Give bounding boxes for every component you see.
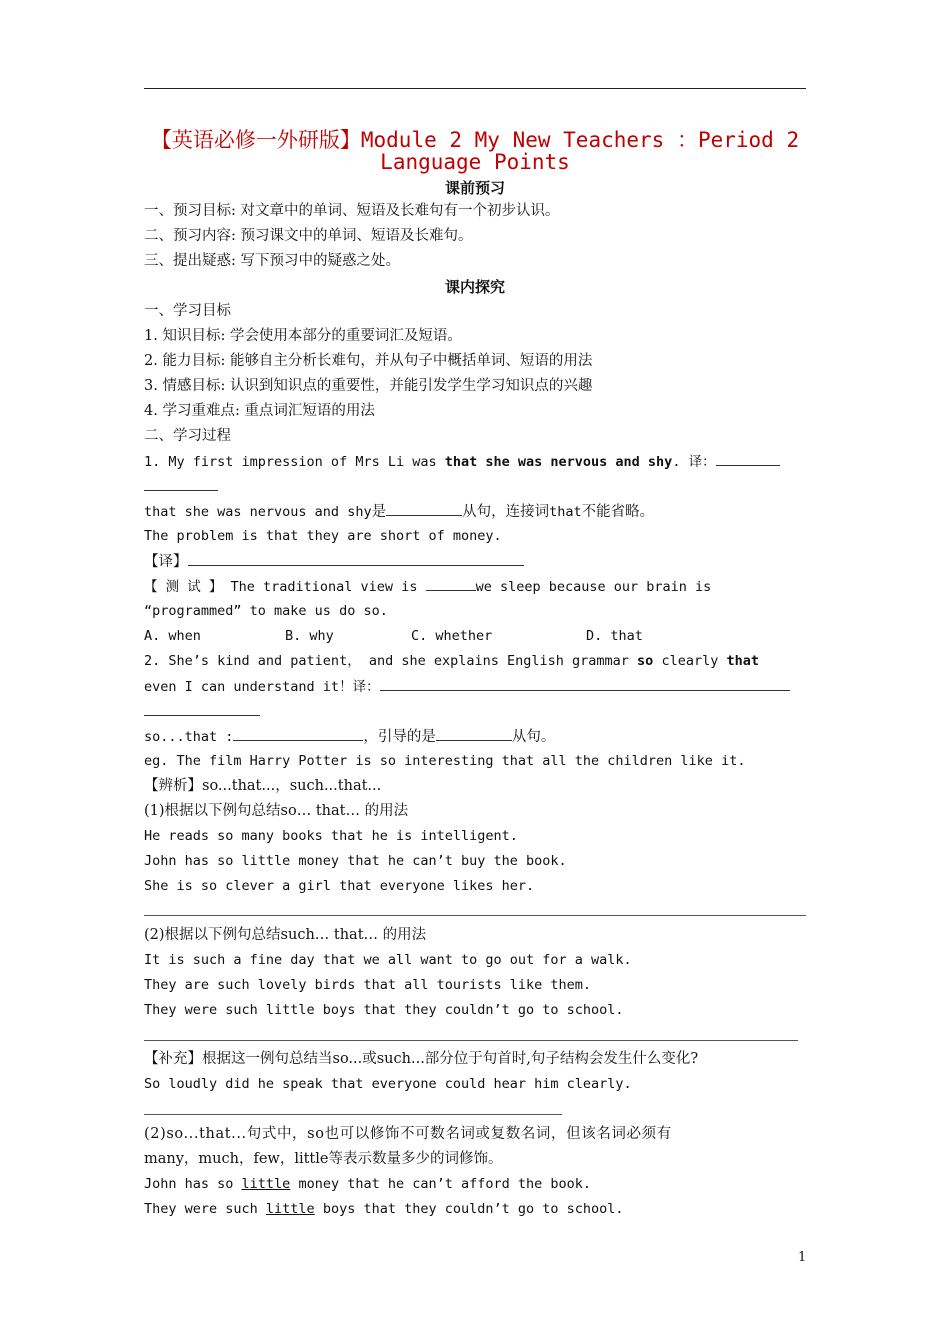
section-preview-heading: 课前预习 (444, 179, 505, 197)
clause-note-end: 不能省略。 (581, 504, 655, 520)
section-class-heading: 课内探究 (444, 278, 505, 296)
so-that-example-2: John has so little money that he can’t buy the book. (144, 853, 567, 869)
preview-content: 二、预习内容: 预习课文中的单词、短语及长难句。 (144, 228, 473, 244)
doc-title-line2: Language Points (380, 150, 570, 174)
clause-phrase: that she was nervous and shy (144, 504, 372, 520)
test-question-cont: “programmed” to make us do so. (144, 603, 388, 619)
sentence-2-end: even I can understand it！译： (144, 679, 380, 695)
translate-blank[interactable] (716, 451, 780, 466)
so-that-lead: ，引导的是 (363, 729, 436, 745)
note-2-example-1 (144, 1174, 591, 1194)
test-question-end: we sleep because our brain is (475, 579, 712, 595)
translate-line (144, 551, 524, 572)
clause-type-blank[interactable] (386, 501, 462, 516)
goal-ability: 2. 能力目标: 能够自主分析长难句，并从句子中概括单词、短语的用法 (144, 353, 593, 369)
translate-label: 【译】 (144, 554, 188, 570)
test-question (144, 576, 711, 597)
goals-heading: 一、学习目标 (144, 303, 231, 319)
so-that-note (144, 726, 555, 747)
header-rule (144, 88, 806, 89)
so-that-clause-blank[interactable] (436, 726, 512, 741)
so-that-label: so...that : (144, 729, 234, 745)
test-options (144, 626, 643, 646)
sentence-2-so: so (637, 653, 654, 669)
option-d[interactable]: D. that (586, 628, 643, 644)
sentence-2-translate-blank-cont[interactable] (144, 701, 260, 716)
such-that-example-2: They are such lovely birds that all tourists like them. (144, 977, 592, 993)
note-2-line2: many，much，few，little等表示数量多少的词修饰。 (144, 1151, 503, 1167)
answer-line-3[interactable] (144, 1114, 562, 1115)
sentence-1-translate-label: . 译： (672, 454, 716, 470)
so-that-example-1: He reads so many books that he is intelligent. (144, 828, 518, 844)
clause-conj: that (549, 504, 582, 520)
clause-note (144, 501, 654, 522)
blank-continue (144, 476, 218, 497)
doc-title-line1: 【英语必修一外研版】Module 2 My New Teachers ：Period 2 (150, 128, 800, 152)
test-blank[interactable] (426, 576, 476, 591)
note-2-example-2 (144, 1199, 624, 1219)
such-that-example-1: It is such a fine day that we all want to go out for a walk. (144, 952, 632, 968)
supplement-example: So loudly did he speak that everyone could hear him clearly. (144, 1076, 632, 1092)
preview-questions: 三、提出疑惑: 写下预习中的疑惑之处。 (144, 253, 400, 269)
example-harry-potter: eg. The film Harry Potter is so interesting that all the children like it. (144, 753, 746, 769)
clause-conj-label: 从句，连接词 (462, 504, 550, 520)
process-heading: 二、学习过程 (144, 428, 231, 444)
note-2-example-1-start: John has so (144, 1176, 242, 1192)
note-2-example-2-start: They were such (144, 1201, 266, 1217)
such-that-usage-heading: (2)根据以下例句总结such… that… 的用法 (144, 927, 427, 943)
example-problem: The problem is that they are short of money. (144, 528, 502, 544)
clause-is: 是 (371, 504, 387, 520)
such-that-example-3: They were such little boys that they couldn’t go to school. (144, 1002, 624, 1018)
answer-line-2[interactable] (144, 1040, 798, 1041)
option-b[interactable]: B. why (285, 628, 334, 644)
compare-heading: 【辨析】so...that...，such...that... (144, 778, 382, 794)
note-2-example-1-end: money that he can’t afford the book. (290, 1176, 592, 1192)
sentence-1-start: 1. My first impression of Mrs Li was (144, 454, 445, 470)
so-that-example-3: She is so clever a girl that everyone likes her. (144, 878, 535, 894)
preview-goal: 一、预习目标: 对文章中的单词、短语及长难句有一个初步认识。 (144, 203, 560, 219)
goal-key-points: 4. 学习重难点: 重点词汇短语的用法 (144, 403, 375, 419)
option-a[interactable]: A. when (144, 628, 201, 644)
sentence-2-cont (144, 676, 790, 697)
option-c[interactable]: C. whether (411, 628, 493, 644)
goal-knowledge: 1. 知识目标: 学会使用本部分的重要词汇及短语。 (144, 328, 462, 344)
answer-line-1[interactable] (144, 915, 806, 916)
note-2-example-2-end: boys that they couldn’t go to school. (314, 1201, 624, 1217)
note-2-line1: (2)so...that...句式中，so也可以修饰不可数名词或复数名词，但该名词必须有 (144, 1126, 672, 1142)
sentence-2-mid: clearly (653, 653, 727, 669)
test-question-start: 【 测 试 】 The traditional view is (144, 579, 426, 595)
translate-blank-cont[interactable] (144, 476, 218, 491)
sentence-1-bold: that she was nervous and shy (444, 454, 673, 470)
supplement-heading: 【补充】根据这一例句总结当so...或such...部分位于句首时,句子结构会发生什么变化? (144, 1051, 699, 1067)
note-2-example-2-underline: little (265, 1201, 315, 1217)
note-2-example-1-underline: little (241, 1176, 291, 1192)
page-number: 1 (798, 1250, 807, 1265)
translate-answer-blank[interactable] (188, 551, 524, 566)
sentence-2-start: 2. She’s kind and patient， and she explains English grammar (144, 653, 638, 669)
blank-continue-2 (144, 701, 260, 722)
sentence-1 (144, 451, 780, 472)
sentence-2 (144, 651, 759, 671)
goal-emotion: 3. 情感目标: 认识到知识点的重要性，并能引发学生学习知识点的兴趣 (144, 378, 593, 394)
so-that-meaning-blank[interactable] (233, 726, 363, 741)
sentence-2-translate-blank[interactable] (380, 676, 790, 691)
so-that-end: 从句。 (511, 729, 556, 745)
sentence-2-that: that (726, 653, 759, 669)
so-that-usage-heading: (1)根据以下例句总结so… that… 的用法 (144, 803, 409, 819)
